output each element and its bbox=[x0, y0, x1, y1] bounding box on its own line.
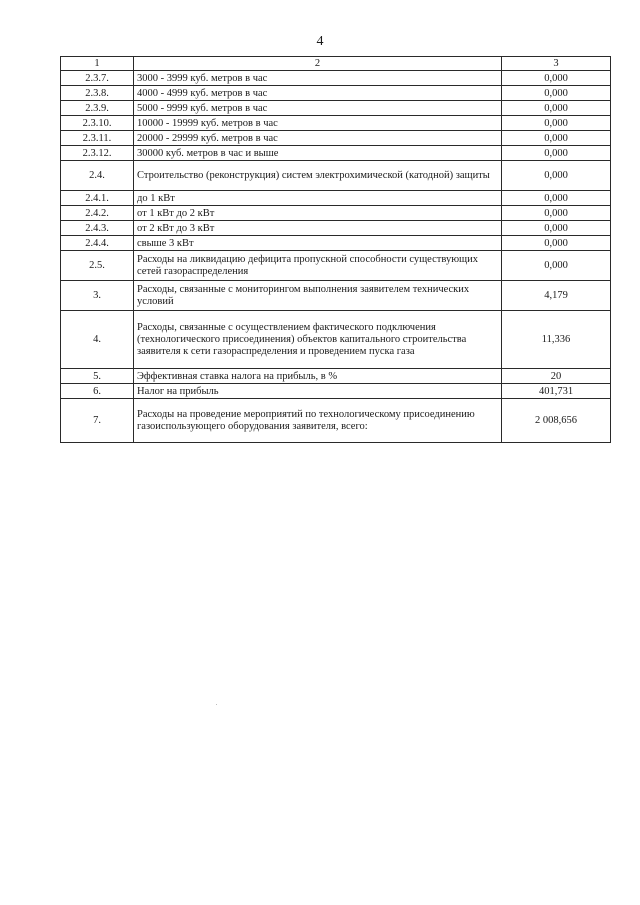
table-row bbox=[61, 236, 611, 251]
table-row bbox=[61, 116, 611, 131]
row-value: 0,000 bbox=[502, 131, 611, 146]
row-value: 0,000 bbox=[502, 146, 611, 161]
row-number: 2.3.7. bbox=[61, 71, 134, 86]
row-number: 2.4.3. bbox=[61, 221, 134, 236]
table-row bbox=[61, 71, 611, 86]
table-header-row bbox=[61, 57, 611, 71]
row-description: от 2 кВт до 3 кВт bbox=[134, 221, 502, 236]
row-value: 0,000 bbox=[502, 86, 611, 101]
row-description: Эффективная ставка налога на прибыль, в % bbox=[134, 369, 502, 384]
row-description: Расходы, связанные с мониторингом выполнения заявителем технических условий bbox=[134, 281, 502, 311]
row-description: 30000 куб. метров в час и выше bbox=[134, 146, 502, 161]
table-row bbox=[61, 206, 611, 221]
row-value: 401,731 bbox=[502, 384, 611, 399]
table-row bbox=[61, 311, 611, 369]
row-value: 0,000 bbox=[502, 191, 611, 206]
row-number: 2.3.11. bbox=[61, 131, 134, 146]
row-number: 2.4.1. bbox=[61, 191, 134, 206]
row-number: 5. bbox=[61, 369, 134, 384]
table-row bbox=[61, 131, 611, 146]
table-row bbox=[61, 86, 611, 101]
row-description: 20000 - 29999 куб. метров в час bbox=[134, 131, 502, 146]
row-number: 2.4.4. bbox=[61, 236, 134, 251]
row-value: 0,000 bbox=[502, 101, 611, 116]
row-value: 11,336 bbox=[502, 311, 611, 369]
table-row bbox=[61, 161, 611, 191]
table-row bbox=[61, 251, 611, 281]
row-value: 0,000 bbox=[502, 71, 611, 86]
table-row bbox=[61, 191, 611, 206]
table-row bbox=[61, 101, 611, 116]
row-description: 4000 - 4999 куб. метров в час bbox=[134, 86, 502, 101]
row-value: 0,000 bbox=[502, 206, 611, 221]
row-number: 6. bbox=[61, 384, 134, 399]
table-row bbox=[61, 281, 611, 311]
row-value: 20 bbox=[502, 369, 611, 384]
table-row bbox=[61, 369, 611, 384]
row-number: 4. bbox=[61, 311, 134, 369]
row-number: 2.5. bbox=[61, 251, 134, 281]
cost-table bbox=[60, 56, 611, 443]
row-description: Расходы на ликвидацию дефицита пропускной способности существующих сетей газораспределения bbox=[134, 251, 502, 281]
row-description: 3000 - 3999 куб. метров в час bbox=[134, 71, 502, 86]
row-number: 3. bbox=[61, 281, 134, 311]
row-value: 4,179 bbox=[502, 281, 611, 311]
row-description: Расходы, связанные с осуществлением фактического подключения (технологического присоединения) объектов капитального строительства заявителя к сети газораспределения и проведением пуска газа bbox=[134, 311, 502, 369]
row-description: от 1 кВт до 2 кВт bbox=[134, 206, 502, 221]
table-row bbox=[61, 221, 611, 236]
row-description: 10000 - 19999 куб. метров в час bbox=[134, 116, 502, 131]
header-cell-3: 3 bbox=[502, 57, 611, 71]
row-value: 0,000 bbox=[502, 251, 611, 281]
header-cell-2: 2 bbox=[134, 57, 502, 71]
row-number: 2.3.8. bbox=[61, 86, 134, 101]
row-value: 0,000 bbox=[502, 236, 611, 251]
table-row bbox=[61, 384, 611, 399]
scan-speck bbox=[216, 704, 217, 705]
row-number: 2.4.2. bbox=[61, 206, 134, 221]
row-description: до 1 кВт bbox=[134, 191, 502, 206]
row-value: 2 008,656 bbox=[502, 399, 611, 443]
row-number: 2.3.10. bbox=[61, 116, 134, 131]
table-row bbox=[61, 146, 611, 161]
row-number: 7. bbox=[61, 399, 134, 443]
row-description: свыше 3 кВт bbox=[134, 236, 502, 251]
table-row bbox=[61, 399, 611, 443]
row-value: 0,000 bbox=[502, 221, 611, 236]
row-description: Налог на прибыль bbox=[134, 384, 502, 399]
row-description: Строительство (реконструкция) систем электрохимической (катодной) защиты bbox=[134, 161, 502, 191]
row-number: 2.3.12. bbox=[61, 146, 134, 161]
page-number: 4 bbox=[316, 34, 324, 49]
row-value: 0,000 bbox=[502, 161, 611, 191]
row-number: 2.4. bbox=[61, 161, 134, 191]
header-cell-1: 1 bbox=[61, 57, 134, 71]
row-value: 0,000 bbox=[502, 116, 611, 131]
row-description: 5000 - 9999 куб. метров в час bbox=[134, 101, 502, 116]
row-number: 2.3.9. bbox=[61, 101, 134, 116]
row-description: Расходы на проведение мероприятий по технологическому присоединению газоиспользующего оборудования заявителя, всего: bbox=[134, 399, 502, 443]
